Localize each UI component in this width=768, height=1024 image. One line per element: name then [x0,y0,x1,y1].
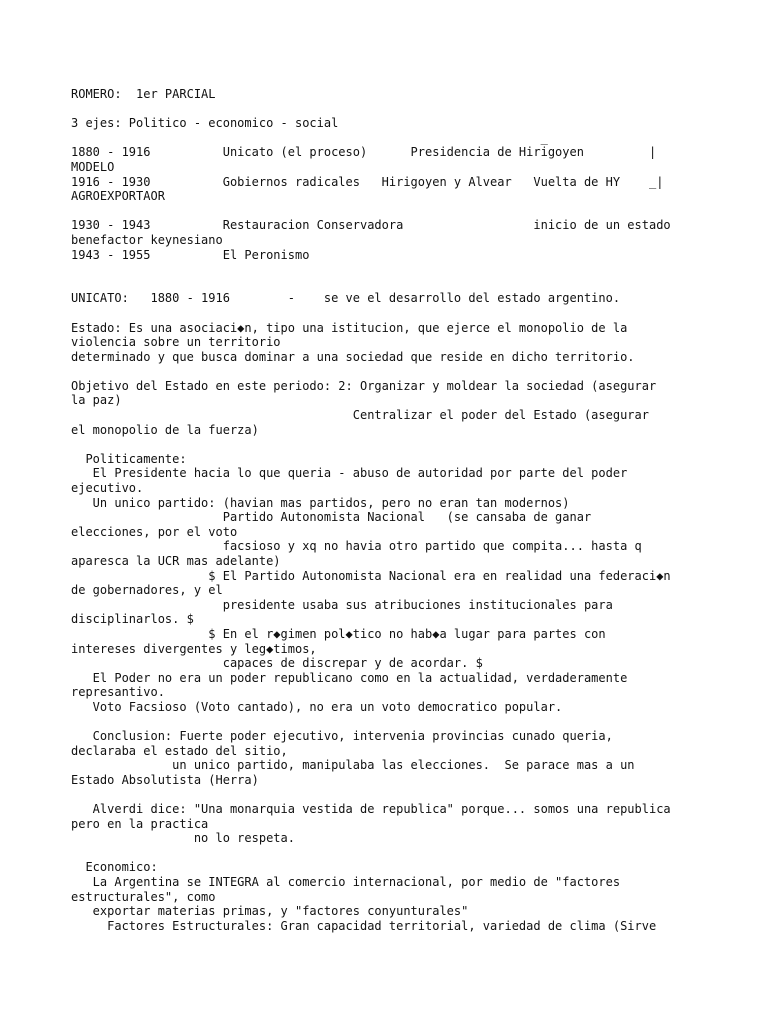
text-line: declaraba el estado del sitio, [71,743,288,758]
text-line: _ [71,130,548,145]
text-line: la paz) [71,393,122,408]
text-line: Voto Facsioso (Voto cantado), no era un voto democratico popular. [71,699,563,714]
text-line: estructurales", como [71,889,216,904]
text-line: determinado y que busca dominar a una sociedad que reside en dicho territorio. [71,349,635,364]
text-line: AGROEXPORTAOR [71,189,165,204]
text-line [71,846,761,861]
text-line: $ El Partido Autonomista Nacional era en realidad una federaci◆n [71,568,671,583]
text-line: MODELO [71,159,115,174]
text-line: disciplinarlos. $ [71,612,194,627]
text-line: 1916 - 1930 Gobiernos radicales Hirigoyen y Alvear Vuelta de HY _| [71,174,664,189]
text-line: facsioso y xq no havia otro partido que compita... hasta q [71,539,642,554]
text-line: el monopolio de la fuerza) [71,422,259,437]
text-line: ROMERO: 1er PARCIAL [71,87,216,101]
text-line: pero en la practica [71,816,209,831]
text-line: presidente usaba sus atribuciones institucionales para [71,597,613,612]
text-line: elecciones, por el voto [71,524,238,539]
text-line: El Presidente hacia lo que queria - abuso de autoridad por parte del poder [71,466,628,481]
text-line: Politicamente: [71,451,187,466]
text-line [71,715,761,730]
text-line: Partido Autonomista Nacional (se cansaba de ganar [71,510,592,525]
text-line: Estado Absolutista (Herra) [71,772,259,787]
text-line: Factores Estructurales: Gran capacidad territorial, variedad de clima (Sirve [71,918,657,933]
text-line: ejecutivo. [71,481,144,496]
text-line [71,306,761,321]
text-line: 1943 - 1955 El Peronismo [71,247,310,262]
text-line: intereses divergentes y leg◆timos, [71,641,317,656]
text-line: aparesca la UCR mas adelante) [71,554,281,568]
text-line: La Argentina se INTEGRA al comercio internacional, por medio de "factores [71,875,621,890]
text-line [71,437,761,452]
text-line [71,262,761,277]
text-line: un unico partido, manipulaba las elecciones. Se parace mas a un [71,758,635,773]
text-line: Un unico partido: (havian mas partidos, pero no eran tan modernos) [71,495,570,510]
text-line: El Poder no era un poder republicano como en la actualidad, verdaderamente [71,670,628,685]
text-line [71,204,761,219]
text-line: 3 ejes: Politico - economico - social [71,116,339,131]
text-line [71,364,761,379]
text-line: exportar materias primas, y "factores conyunturales" [71,904,469,919]
text-line [71,788,761,803]
text-line: no lo respeta. [71,831,295,846]
text-line: $ En el r◆gimen pol◆tico no hab◆a lugar para partes con [71,626,606,641]
text-line: Conclusion: Fuerte poder ejecutivo, intervenia provincias cunado queria, [71,729,613,744]
text-line: de gobernadores, y el [71,583,223,598]
text-line: capaces de discrepar y de acordar. $ [71,656,483,671]
document-text [71,87,761,933]
text-line: Centralizar el poder del Estado (asegurar [71,408,649,423]
text-line: Economico: [71,860,158,875]
text-line: 1880 - 1916 Unicato (el proceso) Presidencia de Hirigoyen | [71,145,657,160]
text-line: Objetivo del Estado en este periodo: 2: Organizar y moldear la sociedad (asegurar [71,378,657,393]
text-line: benefactor keynesiano [71,232,223,247]
text-line [71,277,761,292]
text-line: 1930 - 1943 Restauracion Conservadora inicio de un estado [71,218,671,233]
text-line: violencia sobre un territorio [71,335,281,350]
text-line: represantivo. [71,685,165,700]
text-line: Alverdi dice: "Una monarquia vestida de republica" porque... somos una republica [71,802,671,817]
text-line [71,102,761,117]
text-line: UNICATO: 1880 - 1916 - se ve el desarrollo del estado argentino. [71,291,621,306]
text-line: Estado: Es una asociaci◆n, tipo una istitucion, que ejerce el monopolio de la [71,320,628,335]
